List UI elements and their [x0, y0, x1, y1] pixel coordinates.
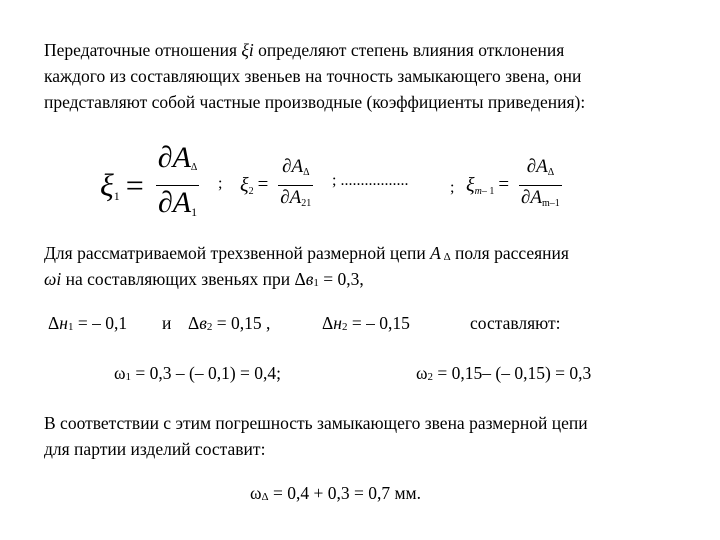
chain-paragraph: [44, 240, 684, 292]
formula-xi2: [240, 149, 313, 221]
equals-sign: =: [125, 166, 144, 203]
fraction-m: [519, 155, 562, 216]
constitute-text: составляют:: [470, 313, 561, 333]
semicolon: ;: [450, 179, 455, 196]
final-equation: ωΔ = 0,4 + 0,3 = 0,7 мм.: [250, 483, 421, 503]
conjunction-and: и: [162, 313, 172, 333]
formula-xim: [466, 149, 562, 221]
deviation-dv2: Δв2 = 0,15 ,: [188, 313, 271, 333]
deviation-dn2: Δн2 = – 0,15: [322, 313, 410, 333]
xi2-symbol: ξ2: [240, 173, 254, 197]
xi1-symbol: ξ1: [100, 166, 120, 203]
intro-line-2: каждого из составляющих звеньев на точность замыкающего звена, они: [44, 66, 582, 86]
xi-symbol: ξi: [241, 40, 254, 60]
conclusion-paragraph: [44, 410, 684, 462]
omega1-equation: ω1 = 0,3 – (– 0,1) = 0,4;: [114, 363, 282, 383]
numerator: ∂AΔ: [282, 155, 310, 178]
equals-sign: =: [257, 174, 269, 195]
chain-line-1: Для рассматриваемой трехзвенной размерной цепи A Δ поля рассеяния: [44, 243, 569, 263]
omega2-equation: ω2 = 0,15– (– 0,15) = 0,3: [416, 363, 592, 383]
deviation-dn1: Δн1 = – 0,1: [48, 313, 128, 333]
intro-line-3: представляют собой частные производные (коэффициенты приведения):: [44, 92, 586, 112]
ellipsis-separator: ; .................: [332, 172, 409, 189]
numerator: ∂AΔ: [157, 140, 198, 174]
intro-text: определяют степень влияния отклонения: [253, 40, 565, 60]
formula-xi1: [100, 140, 199, 225]
semicolon: ;: [218, 175, 223, 192]
intro-text: Передаточные отношения: [44, 40, 242, 60]
numerator: ∂AΔ: [526, 155, 555, 178]
fraction-2: [278, 155, 313, 216]
intro-line-1: [44, 37, 684, 63]
conclusion-line-1: В соответствии с этим погрешность замыкающего звена размерной цепи: [44, 413, 588, 433]
fraction-1: [156, 141, 200, 230]
conclusion-line-2: для партии изделий составит:: [44, 439, 266, 459]
equals-sign: =: [498, 174, 510, 195]
xim-symbol: ξm– 1: [466, 173, 495, 197]
denominator: ∂A21: [280, 186, 312, 209]
denominator: ∂Am–1: [521, 186, 560, 209]
intro-paragraph: [44, 37, 684, 115]
denominator: ∂A1: [157, 186, 198, 220]
transfer-ratio-formulas: [100, 140, 700, 225]
chain-line-2: ωi на составляющих звеньях при Δв1 = 0,3,: [44, 269, 364, 289]
